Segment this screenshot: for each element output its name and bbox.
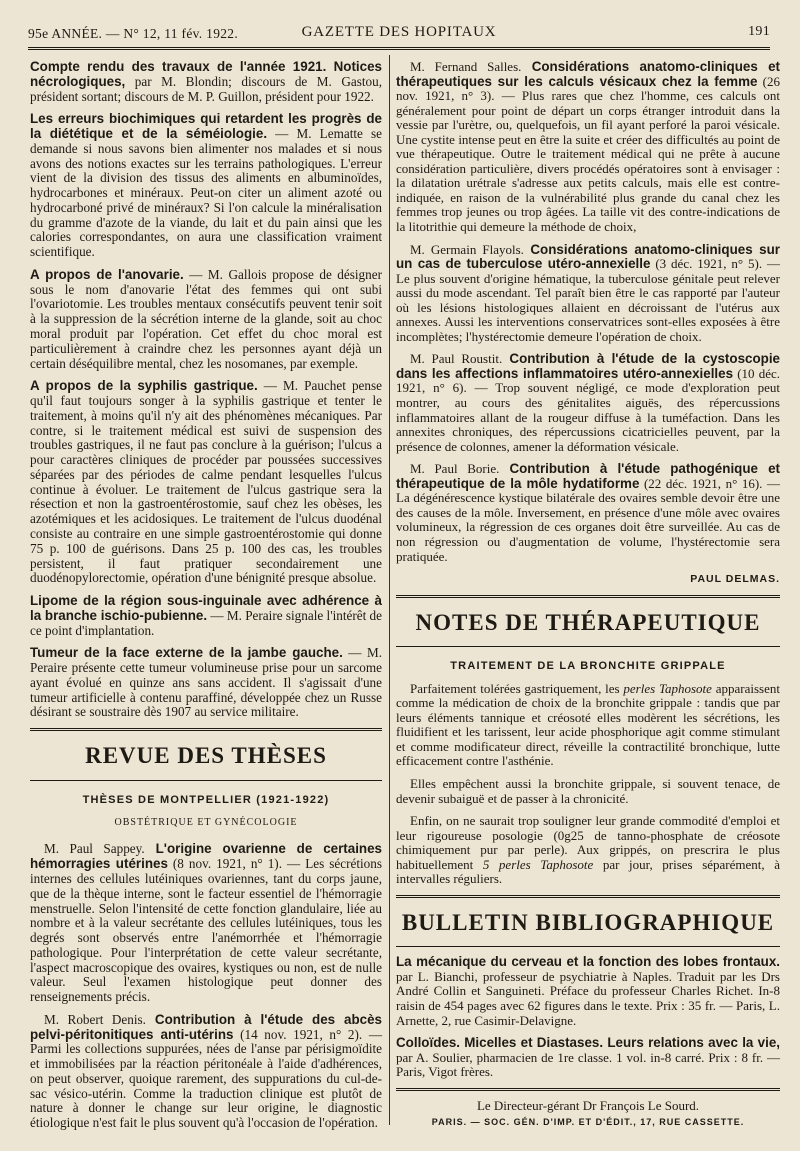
- page-number: 191: [748, 24, 770, 39]
- subsection-subtitle: OBSTÉTRIQUE ET GYNÉCOLOGIE: [114, 816, 298, 828]
- left-column: [30, 60, 382, 1139]
- column-divider: [389, 55, 390, 1125]
- section-title: REVUE DES THÈSES: [85, 743, 327, 769]
- header-rule: [28, 47, 770, 53]
- issue-info: 95e ANNÉE. — N° 12, 11 fév. 1922.: [28, 26, 239, 41]
- section-rule: [30, 728, 382, 731]
- thesis-paragraph: M. Robert Denis. Contribution à l'étude des abcès pelvi-péritonitiques anti-utérins (14 nov. 1921, n° 2). — Parmi les collections suppurées, nées de l'anse par périsigmoïdite et immobilisées par la réaction péritonéale à l'aide d'adhérences, on peut observer, quoique rarement, des suppurations du cul-de-sac vésico-utérin. Comme la traduction clinique est plutôt de nature à donner le change sur leur origine, le diagnostic étiologique n'est fait le plus souvent qu'à l'occasion de l'opération.: [30, 1011, 383, 1131]
- subsection-title: TRAITEMENT DE LA BRONCHITE GRIPPALE: [450, 660, 726, 673]
- article-paragraph: Tumeur de la face externe de la jambe gauche. — M. Peraire présente cette tumeur volumineuse prise pour un sarcome ayant évolué en quinze ans sans accident. Il s'agissait d'une tumeur artificielle à contenu paraffiné, développée chez un Russe désirant se soustraire dès 1907 au service militaire.: [30, 645, 382, 720]
- journal-title: GAZETTE DES HOPITAUX: [301, 24, 497, 40]
- section-rule: [30, 780, 382, 781]
- article-paragraph: Les erreurs biochimiques qui retardent les progrès de la diététique et de la séméiologie. — M. Lematte se demande si nous savons bien alimenter nos malades et si nous avons des notions exactes sur les terrains pathologiques. L'erreur vient de la division des tissus des aliments en albuminoïdes, hydrocarbones et minéraux. Peut-on citer un aliment azoté ou hydrocarboné privé de minéraux? Si l'on calcule la minéralisation du gramme d'azote de la viande, du lait et du pain ainsi que les calories correspondantes, on aura une classification vraiment scientifique.: [30, 111, 382, 260]
- bibliography-entry: La mécanique du cerveau et la fonction des lobes frontaux. par L. Bianchi, professeur de psychiatrie à Naples. Traduit par les Drs André Collin et Sanguineti. Préface du professeur Charles Richet. In-8 raisin de 454 pages avec 62 figures dans le texte. Prix : 35 fr. — Paris, L. Arnette, 2, rue Casimir-Delavigne.: [396, 954, 780, 1028]
- section-rule: [396, 646, 780, 647]
- author-signature: PAUL DELMAS.: [690, 573, 780, 586]
- thesis-paragraph: M. Fernand Salles. Considérations anatomo-cliniques et thérapeutiques sur les calculs vésicaux chez la femme (26 nov. 1921, n° 3). — Plus rares que chez l'homme, ces calculs ont généralement pour point de départ un corps étranger introduit dans la vessie par l'urètre, ou, quelquefois, un fil ayant perforé la paroi vésicale. Une cystite intense peut en être la suite et créer des difficultés au point de vue thérapeutique. Outre le traitement médical qui ne prête à aucune considération particulière, divers procédés opératoires sont à envisager : la dilatation urétrale s'adresse aux petits calculs, mais elle est contre-indiquée, en raison de la vulnérabilité plus grande du canal chez les femmes trop jeunes ou trop âgées. La taille vit des contre-indications de la litotrithie qui demeure la méthode de choix,: [396, 59, 780, 235]
- section-title: NOTES DE THÉRAPEUTIQUE: [415, 609, 761, 635]
- therapy-paragraph: Elles empêchent aussi la bronchite grippale, si souvent tenace, de devenir subaiguë et de passer à la chronicité.: [396, 775, 780, 806]
- article-paragraph: A propos de la syphilis gastrique. — M. Pauchet pense qu'il faut toujours songer à la syphilis gastrique et tenter le traitement, à moins qu'il n'y ait des phénomènes mécaniques. Par contre, si le traitement médical est suivi de suspension des troubles gastriques, il ne faut pas conclure à la guérison; l'ulcus a pour caractères cliniques de procéder par poussées successives séparées par des périodes de calme pendant lesquelles l'ulcus continue à évoluer. Le traitement de l'ulcus gastrique sera la résection et non la gastroentérostomie, sauf chez les obèses, les azotémiques et les acidosiques. Le traitement de l'ulcus duodénal consiste au contraire en une simple gastroentérostomie qui donne 75 p. 100 de guérisons. Dans 25 p. 100 des cas, les troubles persistent, il faut pratiquer secondairement une duodénopylorectomie, opération d'une bénignité presque absolue.: [30, 378, 382, 586]
- article-paragraph: Lipome de la région sous-inguinale avec adhérence à la branche ischio-pubienne. — M. Peraire signale l'intérêt de ce point d'implantation.: [30, 593, 383, 638]
- therapy-paragraph: Parfaitement tolérées gastriquement, les perles Taphosote apparaissent comme la médication de choix de la bronchite grippale : tandis que par leurs éléments tannique et créosoté elles modèrent les sécrétions, les fluidifient et les tarissent, leur acide phosphorique agit comme stimulant et comme modificateur direct, réveille la contractilité bronchique, lutte efficacement contre l'asthénie.: [396, 680, 780, 769]
- section-rule: [396, 946, 780, 947]
- section-title: BULLETIN BIBLIOGRAPHIQUE: [401, 909, 775, 935]
- thesis-paragraph: M. Germain Flayols. Considérations anatomo-cliniques sur un cas de tuberculose utéro-annexielle (3 déc. 1921, n° 5). — Le plus souvent d'origine hématique, la tuberculose génitale peut relever aussi du mode ascendant. Tel paraît bien être le cas rapporté par l'auteur où les lésions histologiques allaient en décroissant de l'utérus aux annexes. Aussi les interventions conservatrices sont-elles exposées à être incomplètes; l'hystérectomie demeure l'opération de choix.: [396, 241, 780, 344]
- section-rule: [396, 895, 780, 898]
- article-paragraph: Compte rendu des travaux de l'année 1921. Notices nécrologiques, par M. Blondin; discours de M. Gastou, président sortant; discours de M. P. Guillon, président pour 1922.: [30, 59, 382, 104]
- bibliography-entry: Colloïdes. Micelles et Diastases. Leurs relations avec la vie, par A. Soulier, pharmacien de 1re classe. 1 vol. in-8 carré. Prix : 8 fr. — Paris, Vigot frères.: [396, 1035, 780, 1080]
- printer-line: PARIS. — SOC. GÉN. D'IMP. ET D'ÉDIT., 17, RUE CASSETTE.: [431, 1117, 745, 1128]
- thesis-paragraph: M. Paul Roustit. Contribution à l'étude de la cystoscopie dans les affections inflammatoires utéro-annexielles (10 déc. 1921, n° 6). — Trop souvent négligé, ce mode d'exploration peut montrer, au cours des génitalites aiguës, des répercussions inflammatoires allant de la rougeur diffuse à la tuméfaction. Dans les annexites chroniques, des répercussions cicatricielles peuvent, par la présence de colonnes, amener la déformation vésicale.: [396, 351, 780, 454]
- article-paragraph: A propos de l'anovarie. — M. Gallois propose de désigner sous le nom d'anovarie l'état des femmes qui ont subi l'ovariotomie. Les troubles mentaux consécutifs peuvent tenir soit à la suppression de la sécrétion interne de la glande, soit au choc moral produit par l'opération. Cet effet du choc moral est particulièrement à craindre chez les personnes ayant déjà un certain déséquilibre mental, chez les nosomanes, par exemple.: [30, 266, 382, 371]
- thesis-paragraph: M. Paul Borie. Contribution à l'étude pathogénique et thérapeutique de la môle hydatiforme (22 déc. 1921, n° 16). — La dégénérescence kystique bilatérale des ovaires semble devoir être une des causes de la môle. Inversement, en présence d'une môle avec ovaires volumineux, la régression de ces organes doit être surveillée. Au cas de non régression ou d'augmentation de volume, l'hystérectomie sera pratiquée.: [396, 461, 780, 564]
- therapy-paragraph: Enfin, on ne saurait trop souligner leur grande commodité d'emploi et leur rigoureuse posologie (0g25 de tanno-phosphate de créosote chimiquement pur par perle). Aux grippés, on prescrira le plus habituellement 5 perles Taphosote par jour, prises séparément, à intervalles réguliers.: [396, 813, 780, 887]
- footer-rule: [396, 1088, 780, 1091]
- page-header: [28, 22, 770, 46]
- publisher-line: Le Directeur-gérant Dr François Le Sourd.: [476, 1097, 700, 1113]
- subsection-title: THÈSES DE MONTPELLIER (1921-1922): [82, 793, 330, 806]
- right-column: [396, 60, 780, 1130]
- section-rule: [396, 595, 780, 598]
- thesis-paragraph: M. Paul Sappey. L'origine ovarienne de certaines hémorragies utérines (8 nov. 1921, n° 1). — Les sécrétions internes des cellules lutéiniques ovariennes, tant du corps jaune, que de la thèque interne, sont le facteur essentiel de l'hémorragie menstruelle. Selon l'intensité de cette fonction glandulaire, liée au nombre et à la valeur secrétante des cellules lutéiniques, tous les degrés sont observés entre l'anémorrhée et l'hémorragie pathologique. Pour l'interprétation de cette valeur secrétante, l'aspect macroscopique des ovaires, kystiques ou non, est de nulle valeur. Seul l'examen histologique peut donner des renseignements précis.: [30, 841, 383, 1005]
